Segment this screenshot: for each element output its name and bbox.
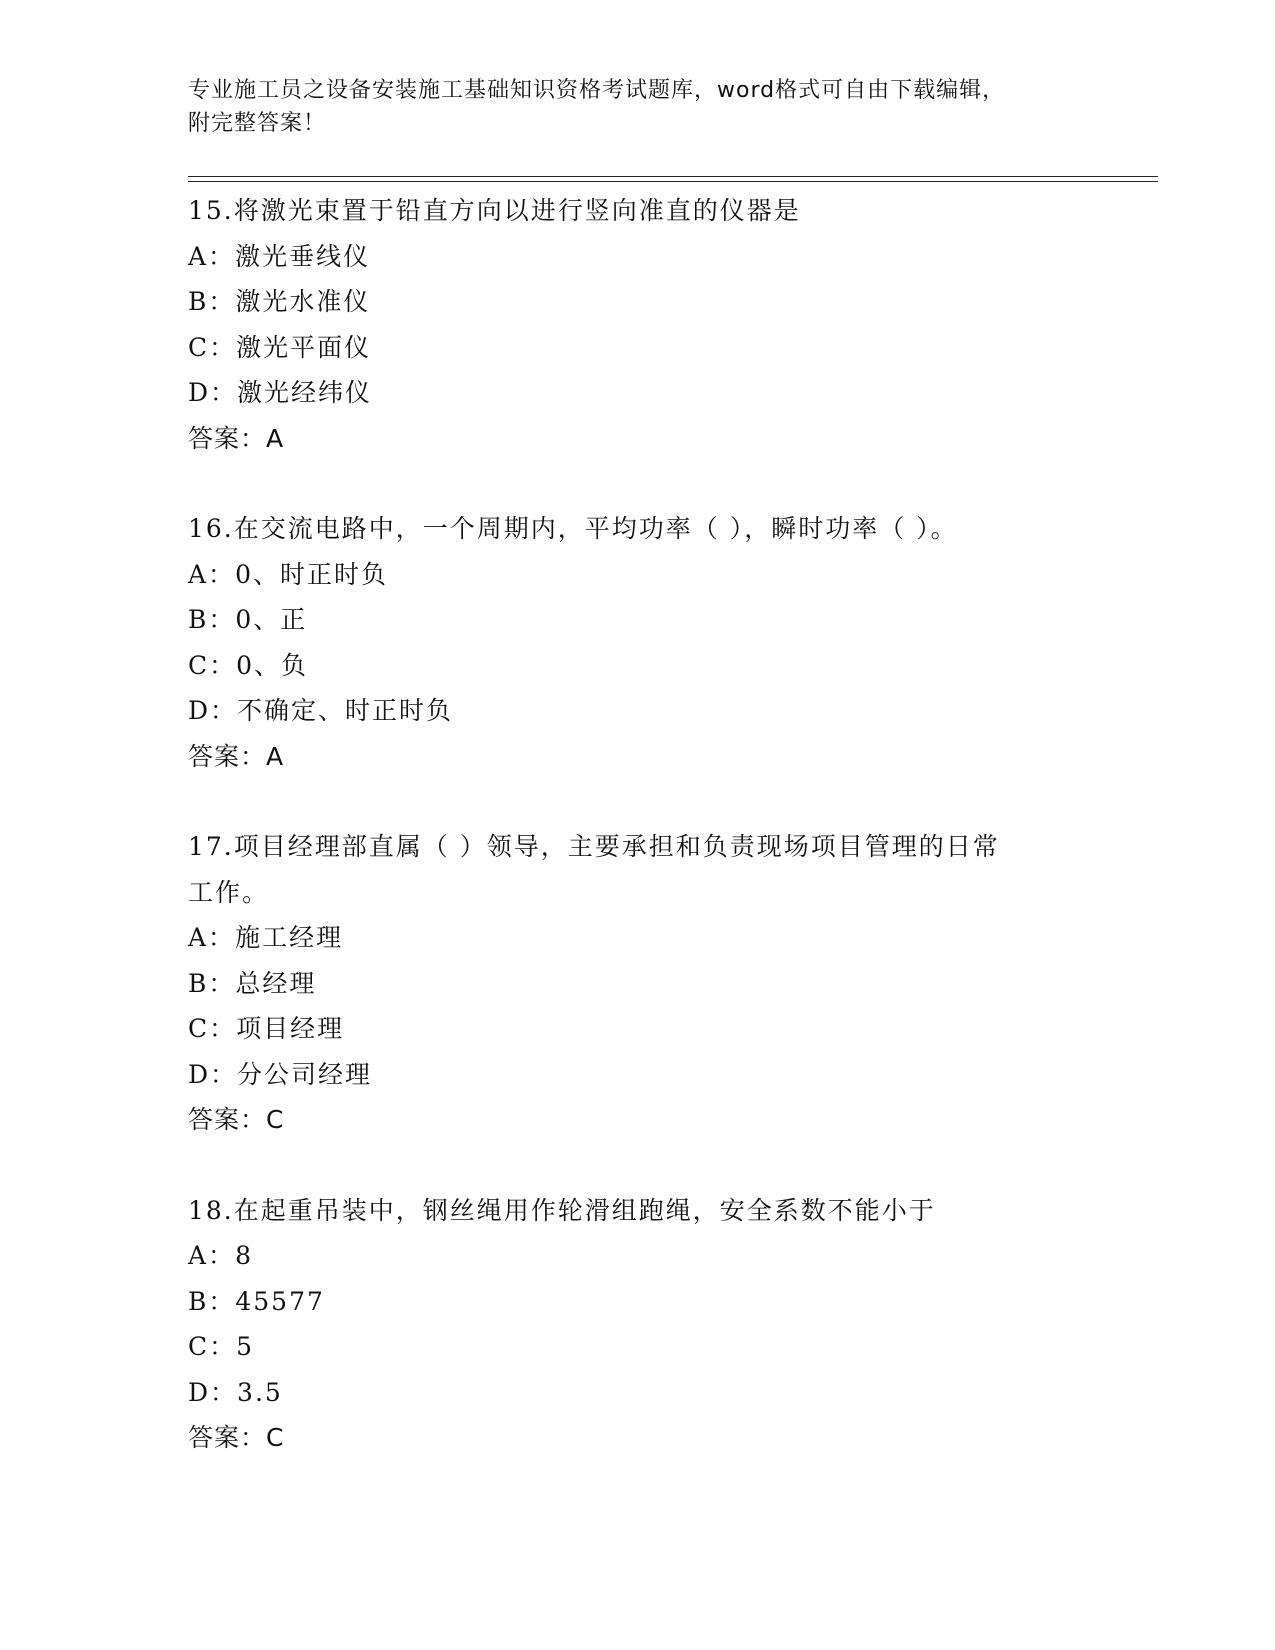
option-b <box>188 1279 1068 1325</box>
option-text: 不确定、时正时负 <box>237 696 454 725</box>
option-b <box>188 279 1068 325</box>
option-b <box>188 597 1068 643</box>
header-line-2: 附完整答案！ <box>188 111 327 136</box>
option-key: B： <box>188 1286 236 1316</box>
answer-line <box>188 734 1068 780</box>
question-16 <box>188 506 1068 779</box>
question-text: 将激光束置于铅直方向以进行竖向准直的仪器是 <box>233 196 801 225</box>
option-text: 45577 <box>235 1286 325 1316</box>
option-d <box>188 1370 1068 1416</box>
option-a <box>188 1233 1068 1279</box>
option-text: 施工经理 <box>235 923 344 952</box>
option-text: 3.5 <box>237 1377 283 1407</box>
option-text: 激光水准仪 <box>235 287 371 316</box>
answer-value: A <box>266 423 285 453</box>
option-text: 总经理 <box>235 968 317 998</box>
question-stem <box>188 188 1068 234</box>
option-c <box>188 325 1068 371</box>
question-text: 在交流电路中，一个周期内，平均功率（ ），瞬时功率（ ）。 <box>233 514 958 543</box>
option-key: A： <box>188 559 236 589</box>
option-key: B： <box>188 287 236 316</box>
option-text: 激光平面仪 <box>236 332 372 362</box>
header-divider-bottom <box>188 181 1158 182</box>
answer-label: 答案： <box>188 1105 267 1134</box>
option-key: A： <box>188 241 236 271</box>
option-key: C： <box>188 1014 237 1043</box>
option-c <box>188 1006 1068 1052</box>
option-c <box>188 1324 1068 1370</box>
answer-label: 答案： <box>188 1423 267 1452</box>
option-key: B： <box>188 968 236 998</box>
question-text: 在起重吊装中，钢丝绳用作轮滑组跑绳，安全系数不能小于 <box>233 1195 936 1225</box>
question-15 <box>188 188 1068 461</box>
question-stem <box>188 506 1068 552</box>
answer-line <box>188 416 1068 462</box>
option-b <box>188 961 1068 1007</box>
question-18 <box>188 1188 1068 1461</box>
answer-label: 答案： <box>188 741 267 771</box>
option-a <box>188 915 1068 961</box>
option-key: C： <box>188 332 237 362</box>
question-stem <box>188 824 1068 870</box>
option-key: D： <box>188 696 238 725</box>
header-divider-top <box>188 176 1158 177</box>
document-header <box>188 74 1068 140</box>
question-number: 18. <box>188 1195 234 1225</box>
question-stem <box>188 1188 1068 1234</box>
question-number: 16. <box>188 514 234 543</box>
option-text: 激光垂线仪 <box>235 241 371 271</box>
option-d <box>188 688 1068 734</box>
option-text: 0、负 <box>236 650 309 680</box>
answer-value: C <box>266 1105 285 1134</box>
option-text: 5 <box>236 1332 255 1361</box>
option-key: C： <box>188 650 237 680</box>
option-key: C： <box>188 1332 237 1361</box>
option-key: B： <box>188 605 236 634</box>
option-text: 项目经理 <box>236 1014 345 1043</box>
question-text: 项目经理部直属（ ）领导，主要承担和负责现场项目管理的日常 <box>233 832 1000 861</box>
answer-label: 答案： <box>188 423 267 453</box>
question-number: 15. <box>188 196 234 225</box>
option-a <box>188 552 1068 598</box>
option-c <box>188 643 1068 689</box>
question-text-continued: 工作。 <box>188 877 270 907</box>
option-key: A： <box>188 923 236 952</box>
option-d <box>188 1052 1068 1098</box>
question-17 <box>188 824 1068 1143</box>
answer-value: C <box>266 1423 285 1452</box>
option-text: 激光经纬仪 <box>237 378 373 407</box>
question-stem-continued <box>188 870 1068 916</box>
option-d <box>188 370 1068 416</box>
question-number: 17. <box>188 832 234 861</box>
option-key: A： <box>188 1241 236 1270</box>
option-a <box>188 234 1068 280</box>
option-text: 0、正 <box>235 605 308 634</box>
option-text: 8 <box>235 1241 253 1270</box>
answer-line <box>188 1415 1068 1461</box>
question-list <box>188 188 1068 1506</box>
option-key: D： <box>188 1377 238 1407</box>
option-text: 分公司经理 <box>237 1059 373 1089</box>
answer-value: A <box>266 741 285 771</box>
option-key: D： <box>188 1059 238 1089</box>
option-key: D： <box>188 378 238 407</box>
option-text: 0、时正时负 <box>235 559 388 589</box>
header-line-1: 专业施工员之设备安装施工基础知识资格考试题库，word格式可自由下载编辑， <box>188 78 1006 103</box>
answer-line <box>188 1097 1068 1143</box>
